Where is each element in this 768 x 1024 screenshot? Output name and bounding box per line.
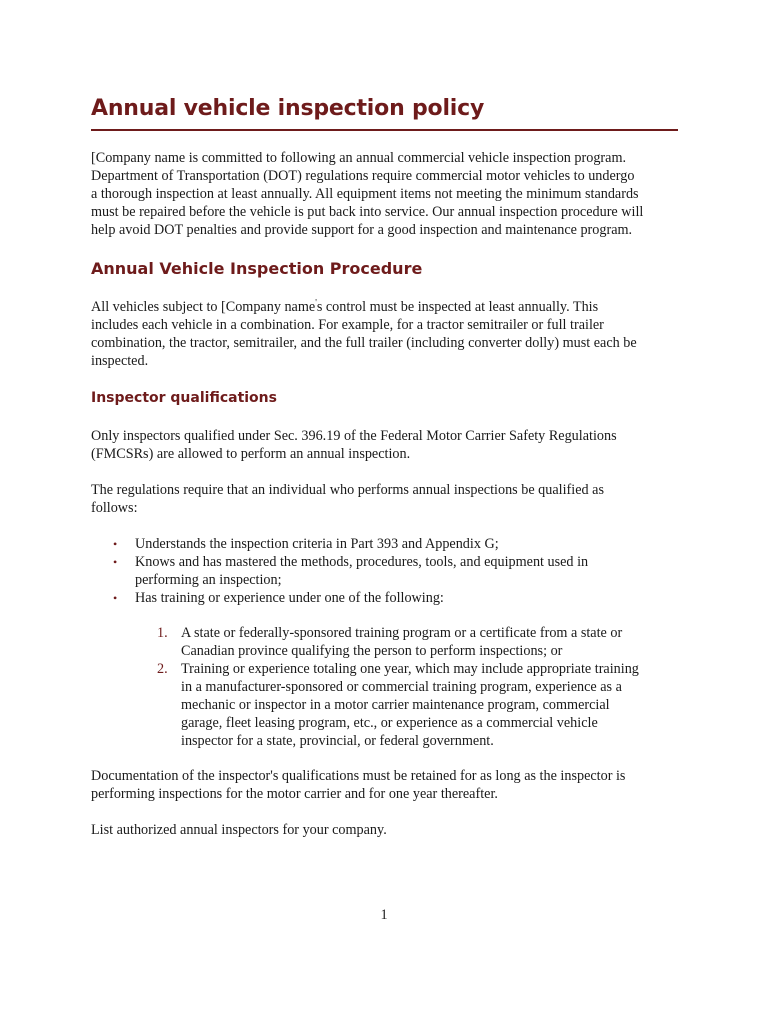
qualifications-heading: Inspector qualifications (91, 390, 277, 406)
paragraph-line: follows: (91, 500, 138, 516)
intro-line: must be repaired before the vehicle is put back into service. Our annual inspection procedure will (91, 204, 644, 220)
paragraph-line: (FMCSRs) are allowed to perform an annual inspection. (91, 446, 411, 462)
qualifications-paragraph-4 (91, 821, 691, 839)
numbered-text: garage, fleet leasing program, etc., or experience as a commercial vehicle (181, 715, 598, 731)
numbered-text: in a manufacturer-sponsored or commercial training program, experience as a (181, 679, 622, 695)
procedure-line-start: All vehicles subject to [Company name (91, 299, 316, 315)
bullet-marker: • (113, 537, 118, 551)
number-marker: 1. (157, 625, 168, 641)
intro-line: a thorough inspection at least annually. All equipment items not meeting the minimum standards (91, 186, 639, 202)
bullet-item (91, 553, 588, 589)
bullet-marker: • (113, 555, 118, 569)
apostrophe-superscript: ' (315, 297, 317, 308)
bullet-item (91, 589, 588, 607)
bullet-text: Knows and has mastered the methods, procedures, tools, and equipment used in (135, 554, 589, 570)
numbered-item (91, 660, 639, 750)
number-marker: 2. (157, 661, 168, 677)
bullet-marker: • (113, 591, 118, 605)
page-title: Annual vehicle inspection policy (91, 96, 485, 121)
procedure-line: inspected. (91, 353, 149, 369)
procedure-heading: Annual Vehicle Inspection Procedure (91, 259, 423, 278)
qualifications-numbered-list (91, 624, 639, 750)
procedure-line (91, 298, 691, 316)
procedure-paragraph (91, 298, 691, 370)
paragraph-line: Documentation of the inspector's qualifications must be retained for as long as the inspector is (91, 768, 626, 784)
procedure-line: includes each vehicle in a combination. For example, for a tractor semitrailer or full trailer (91, 317, 604, 333)
procedure-line: combination, the tractor, semitrailer, and the full trailer (including converter dolly) must each be (91, 335, 637, 351)
intro-paragraph (91, 149, 691, 239)
page-number: 1 (380, 907, 388, 923)
numbered-text: A state or federally-sponsored training program or a certificate from a state or (181, 625, 623, 641)
paragraph-line: The regulations require that an individual who performs annual inspections be qualified as (91, 482, 604, 498)
title-rule (91, 129, 678, 131)
qualifications-bullet-list (91, 535, 588, 607)
bullet-text: performing an inspection; (135, 572, 282, 588)
bullet-text: Has training or experience under one of the following: (135, 590, 444, 606)
qualifications-paragraph-3 (91, 767, 691, 803)
qualifications-paragraph-2 (91, 481, 691, 517)
intro-line: help avoid DOT penalties and provide support for a good inspection and maintenance program. (91, 222, 633, 238)
numbered-text: inspector for a state, provincial, or federal government. (181, 733, 494, 749)
intro-line: Department of Transportation (DOT) regulations require commercial motor vehicles to undergo (91, 168, 635, 184)
intro-line: [Company name is committed to following an annual commercial vehicle inspection program. (91, 150, 627, 166)
bullet-item (91, 535, 588, 553)
paragraph-line: performing inspections for the motor carrier and for one year thereafter. (91, 786, 498, 802)
numbered-item (91, 624, 639, 660)
paragraph-line: List authorized annual inspectors for your company. (91, 822, 387, 838)
numbered-text: Canadian province qualifying the person to perform inspections; or (181, 643, 563, 659)
numbered-text: Training or experience totaling one year, which may include appropriate training (181, 661, 639, 677)
paragraph-line: Only inspectors qualified under Sec. 396.19 of the Federal Motor Carrier Safety Regulations (91, 428, 617, 444)
numbered-text: mechanic or inspector in a motor carrier maintenance program, commercial (181, 697, 610, 713)
bullet-text: Understands the inspection criteria in Part 393 and Appendix G; (135, 536, 499, 552)
procedure-line-end: s control must be inspected at least annually. This (316, 299, 599, 315)
qualifications-paragraph-1 (91, 427, 691, 463)
